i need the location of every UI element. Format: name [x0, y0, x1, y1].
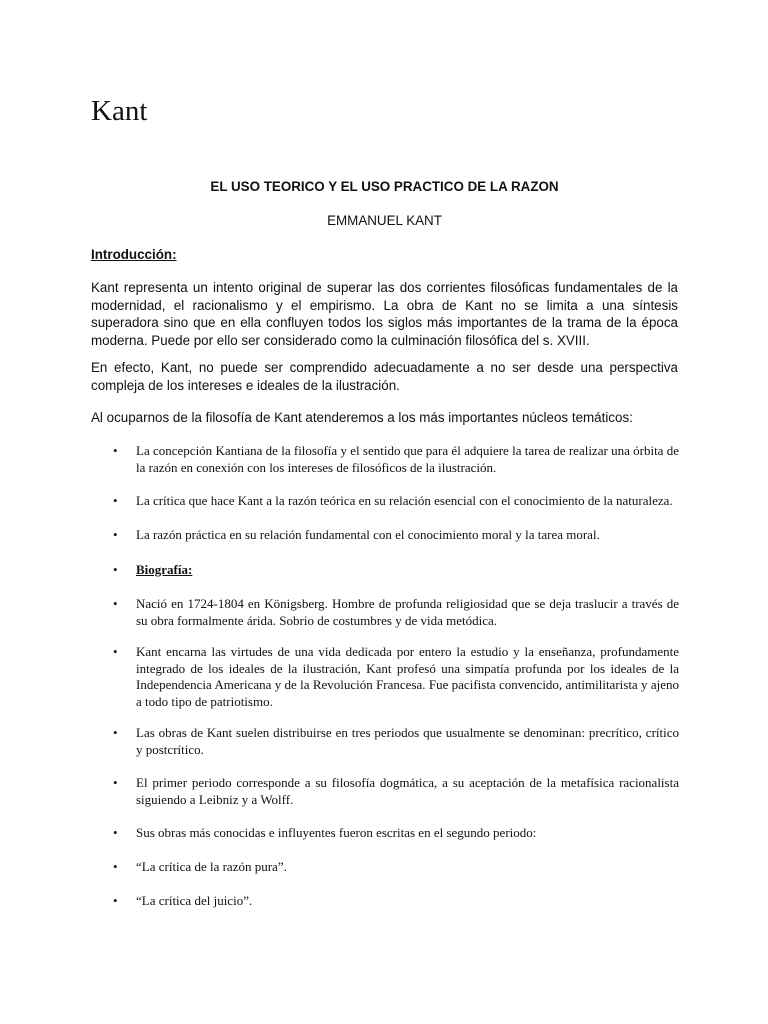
list-item-text: La crítica que hace Kant a la razón teórica en su relación esencial con el conocimiento de la naturaleza. — [136, 493, 673, 508]
paragraph-effect: En efecto, Kant, no puede ser comprendido adecuadamente a no ser desde una perspectiva compleja de los intereses e ideales de la ilustración. — [91, 360, 678, 393]
bullet-icon: • — [113, 825, 118, 840]
bullet-icon: • — [113, 493, 118, 508]
book-title-critique-pure-reason: “La crítica de la razón pura”. — [136, 859, 287, 874]
list-item-text: Kant encarna las virtudes de una vida dedicada por entero la estudio y la enseñanza, profundamente integrado de los ideales de la ilustración, Kant profesó una simpatía profunda por los ideales de la Independencia Americana y de la Revolución Francesa. Fue pacifista convencido, antimilitarista y ajeno a todo tipo de patriotismo. — [136, 644, 679, 709]
bullet-icon: • — [113, 893, 118, 908]
list-item-text: Nació en 1724-1804 en Königsberg. Hombre de profunda religiosidad que se deja traslucir a través de su obra formalmente árida. Sobrio de costumbres y de vida metódica. — [136, 596, 679, 628]
bullet-icon: • — [113, 596, 118, 611]
bullet-icon: • — [113, 644, 118, 659]
paragraph-themes: Al ocuparnos de la filosofía de Kant atenderemos a los más importantes núcleos temáticos: — [91, 410, 633, 425]
bullet-icon: • — [113, 775, 118, 790]
intro-heading: Introducción: — [91, 247, 177, 262]
bullet-icon: • — [113, 527, 118, 542]
list-item-text: La razón práctica en su relación fundamental con el conocimiento moral y la tarea moral. — [136, 527, 600, 542]
bullet-icon: • — [113, 725, 118, 740]
main-heading: EL USO TEORICO Y EL USO PRACTICO DE LA RAZON — [210, 179, 559, 194]
list-item-text: La concepción Kantiana de la filosofía y el sentido que para él adquiere la tarea de realizar una órbita de la razón en conexión con los intereses de filosóficos de la ilustración. — [136, 443, 679, 475]
author-name: EMMANUEL KANT — [327, 213, 442, 228]
bullet-icon: • — [113, 859, 118, 874]
list-item-text: El primer periodo corresponde a su filosofía dogmática, a su aceptación de la metafísica racionalista siguiendo a Leibniz y a Wolff. — [136, 775, 679, 807]
bullet-icon: • — [113, 443, 118, 458]
list-item-text: Sus obras más conocidas e influyentes fueron escritas en el segundo periodo: — [136, 825, 537, 840]
list-item-text: Las obras de Kant suelen distribuirse en tres periodos que usualmente se denominan: precrítico, crítico y postcrítico. — [136, 725, 679, 757]
biography-heading: Biografía: — [136, 562, 193, 577]
book-title-critique-judgment: “La crítica del juicio”. — [136, 893, 253, 908]
bullet-icon: • — [113, 562, 118, 577]
paragraph-intro: Kant representa un intento original de superar las dos corrientes filosóficas fundamentales de la modernidad, el racionalismo y el empirismo. La obra de Kant no se limita a una síntesis superadora sino que en ella confluyen todos los siglos más importantes de la trama de la época moderna. Puede por ello ser considerado como la culminación filosófica del s. XVIII. — [91, 280, 678, 348]
document-title: Kant — [91, 95, 148, 127]
